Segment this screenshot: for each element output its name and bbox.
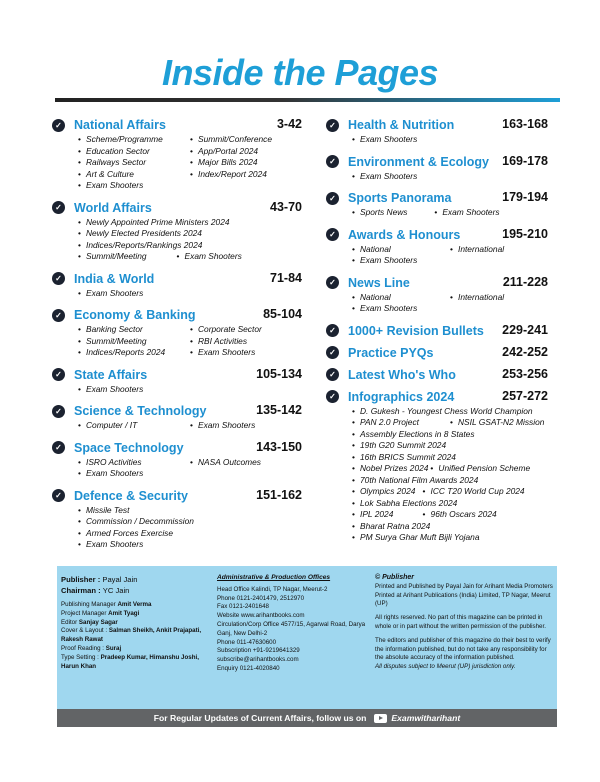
topic-item: • 96th Oscars 2024 (423, 509, 548, 521)
section-india-world (52, 270, 302, 300)
section-page-range: 229-241 (502, 322, 548, 337)
section-topic-list (326, 244, 548, 267)
topic-item: • Exam Shooters (190, 420, 302, 432)
section-heading (326, 153, 548, 171)
chairman-label: Chairman : (61, 586, 101, 595)
office-line: Website www.arihantbooks.com (217, 612, 305, 620)
section-title[interactable]: Sports Panorama (348, 191, 452, 205)
staff-credits (61, 574, 211, 671)
title-underline (55, 98, 560, 102)
section-heading (326, 189, 548, 207)
credit-line (61, 610, 211, 619)
copyright-line: Printed at Arihant Publications (India) Limited, TP Nagar, Meerut (UP) (375, 591, 551, 608)
topic-item: • 70th National Film Awards 2024 (352, 475, 548, 487)
section-topic-list (52, 420, 302, 432)
topic-item: • Scheme/Programme (78, 134, 190, 146)
section-title[interactable]: Space Technology (74, 440, 184, 455)
section-heading (326, 274, 548, 292)
credit-line (61, 601, 211, 610)
page-title: Inside the Pages (161, 52, 439, 93)
topic-item: • Commission / Decommission (78, 516, 302, 528)
section-economy-banking (52, 306, 302, 359)
office-line: Enquiry 0121-4020840 (217, 664, 280, 672)
office-line: Fax 0121-2401648 (217, 603, 269, 611)
offices-heading: Administrative & Production Offices (217, 574, 331, 581)
section-heading (52, 366, 302, 384)
topic-item: • Exam Shooters (352, 255, 450, 267)
topic-item: • PAN 2.0 Project (352, 417, 450, 429)
left-contents-column (52, 116, 302, 558)
youtube-handle-link[interactable]: Examwitharihant (391, 713, 461, 723)
section-heading (326, 116, 548, 134)
check-circle-icon: ✓ (52, 441, 65, 454)
section-practice-pyqs (326, 344, 548, 362)
topic-item: • Armed Forces Exercise (78, 528, 302, 540)
credit-name: Amit Tyagi (108, 609, 140, 617)
section-title[interactable]: 1000+ Revision Bullets (348, 323, 484, 338)
topic-item: • Unified Pension Scheme (430, 463, 548, 475)
section-topic-list (52, 324, 302, 359)
topic-item: • NASA Outcomes (190, 457, 302, 469)
topic-item: • Exam Shooters (78, 468, 190, 480)
topic-item: • Exam Shooters (352, 134, 548, 146)
topic-item: • Assembly Elections in 8 States (352, 429, 548, 441)
topic-item: • National (352, 244, 450, 256)
credit-line (61, 654, 211, 672)
section-page-range: 71-84 (270, 270, 302, 285)
section-health-nutrition (326, 116, 548, 146)
section-heading (52, 270, 302, 288)
section-title[interactable]: India & World (74, 271, 155, 286)
credit-line (61, 627, 211, 645)
office-line: Phone 0121-2401479, 2512970 (217, 594, 305, 602)
check-circle-icon: ✓ (52, 272, 65, 285)
section-topic-list (52, 288, 302, 300)
section-world-affairs (52, 199, 302, 263)
section-news-line (326, 274, 548, 315)
topic-item: • International (450, 244, 548, 256)
section-topic-list (326, 207, 548, 219)
topic-item: • Major Bills 2024 (190, 157, 302, 169)
topic-item: • Railways Sector (78, 157, 190, 169)
imprint-panel (57, 566, 557, 709)
topic-item: • IPL 2024 (352, 509, 423, 521)
section-topic-list (52, 457, 302, 480)
topic-item: • 19th G20 Summit 2024 (352, 440, 548, 452)
credit-line (61, 619, 211, 628)
section-science-technology (52, 402, 302, 432)
check-circle-icon: ✓ (52, 201, 65, 214)
topic-item: • Exam Shooters (190, 347, 302, 359)
section-heading (52, 199, 302, 217)
publisher-name: Payal Jain (102, 575, 138, 584)
credit-role: Cover & Layout : (61, 627, 108, 635)
credit-role: Type Setting : (61, 653, 99, 661)
check-circle-icon: ✓ (326, 346, 339, 359)
credit-line (61, 645, 211, 654)
section-title[interactable]: Defence & Security (74, 488, 188, 503)
office-line: Head Office Kalindi, TP Nagar, Meerut-2 (217, 585, 328, 593)
topic-item: • Exam Shooters (78, 180, 190, 192)
section-title[interactable]: Infographics 2024 (348, 389, 455, 404)
copyright-line: Printed and Published by Payal Jain for Arihant Media Promoters (375, 582, 553, 590)
section-page-range: 135-142 (256, 403, 302, 417)
topic-item: • Summit/Meeting (78, 251, 177, 263)
topic-item: • NSIL GSAT-N2 Mission (450, 417, 548, 429)
section-topic-list (326, 171, 548, 183)
topic-item: • Education Sector (78, 146, 190, 158)
topic-item: • PM Surya Ghar Muft Bijli Yojana (352, 532, 548, 544)
topic-item: • Missile Test (78, 505, 302, 517)
check-circle-icon: ✓ (326, 324, 339, 337)
social-follow-bar (57, 709, 557, 727)
section-page-range: 3-42 (276, 117, 302, 131)
follow-text: For Regular Updates of Current Affairs, follow us on (153, 713, 367, 723)
topic-item: • ICC T20 World Cup 2024 (423, 486, 548, 498)
check-circle-icon: ✓ (52, 119, 65, 132)
topic-item: • App/Portal 2024 (190, 146, 302, 158)
section-topic-list (326, 292, 548, 315)
check-circle-icon: ✓ (52, 405, 65, 418)
section-page-range: 151-162 (256, 487, 302, 502)
section-heading (52, 487, 302, 505)
topic-item: • International (450, 292, 548, 304)
topic-item: • Exam Shooters (78, 539, 302, 551)
section-page-range: 195-210 (502, 226, 548, 241)
section-title[interactable]: Latest Who's Who (348, 367, 456, 382)
topic-item: • Newly Appointed Prime Ministers 2024 (78, 217, 302, 229)
topic-item: • Summit/Conference (190, 134, 302, 146)
topic-item: • Art & Culture (78, 169, 190, 181)
section-heading (52, 439, 302, 457)
section-topic-list (326, 406, 548, 544)
topic-item: • Index/Report 2024 (190, 169, 302, 181)
section-title[interactable]: Practice PYQs (348, 345, 434, 360)
copyright-line: All rights reserved. No part of this magazine can be printed in whole or in part without the written permission of the publisher. (375, 614, 546, 630)
topic-item: • Nobel Prizes 2024 (352, 463, 430, 475)
topic-item: • Bharat Ratna 2024 (352, 521, 548, 533)
check-circle-icon: ✓ (326, 390, 339, 403)
credit-name: Sanjay Sagar (78, 618, 118, 626)
topic-item: • Exam Shooters (352, 171, 548, 183)
section-title[interactable]: World Affairs (74, 200, 152, 215)
youtube-icon (374, 714, 387, 723)
credit-name: Suraj (105, 644, 122, 652)
check-circle-icon: ✓ (52, 309, 65, 322)
section-page-range: 257-272 (502, 388, 548, 403)
section-heading (326, 322, 548, 340)
check-circle-icon: ✓ (326, 119, 339, 132)
topic-item: • Indices/Reports 2024 (78, 347, 190, 359)
section-topic-list (52, 217, 302, 263)
section-defence-security (52, 487, 302, 551)
section-state-affairs (52, 366, 302, 396)
credit-role: Editor (61, 618, 78, 626)
check-circle-icon: ✓ (326, 192, 339, 205)
topic-item: • Corporate Sector (190, 324, 302, 336)
section-national-affairs (52, 116, 302, 192)
right-contents-column (326, 116, 548, 551)
credit-name: Amit Verma (117, 601, 152, 608)
credit-role: Publishing Manager (61, 601, 116, 608)
office-line: Subscription +91-9219641329 (217, 647, 300, 655)
copyright-line: All disputes subject to Meerut (UP) jurisdiction only. (375, 663, 516, 671)
section-sports-panorama (326, 189, 548, 219)
section-heading (326, 226, 548, 244)
check-circle-icon: ✓ (326, 368, 339, 381)
topic-item: • National (352, 292, 450, 304)
topic-item: • Sports News (352, 207, 434, 219)
section-page-range: 169-178 (502, 153, 548, 168)
section-page-range: 242-252 (502, 344, 548, 359)
section-title[interactable]: Health & Nutrition (348, 118, 455, 132)
section-page-range: 211-228 (502, 274, 548, 289)
section-heading (52, 402, 302, 420)
topic-item: • Banking Sector (78, 324, 190, 336)
section-topic-list (52, 505, 302, 551)
section-page-range: 143-150 (256, 439, 302, 454)
check-circle-icon: ✓ (326, 228, 339, 241)
topic-item: • D. Gukesh - Youngest Chess World Champion (352, 406, 548, 418)
credit-role: Project Manager (61, 609, 107, 617)
section-title[interactable]: Economy & Banking (74, 308, 196, 322)
topic-item: • Olympics 2024 (352, 486, 423, 498)
topic-item: • ISRO Activities (78, 457, 190, 469)
credit-name: Salman Sheikh, Ankit Prajapati, Rakesh Rawat (61, 627, 202, 644)
check-circle-icon: ✓ (52, 368, 65, 381)
chairman-name: YC Jain (102, 586, 130, 595)
section-page-range: 163-168 (502, 117, 548, 131)
topic-item: • Exam Shooters (352, 303, 450, 315)
section-topic-list (326, 134, 548, 146)
topic-item: • Computer / IT (78, 420, 190, 432)
section-title[interactable]: National Affairs (74, 118, 166, 132)
section-page-range: 85-104 (263, 307, 302, 321)
section-page-range: 179-194 (502, 190, 548, 204)
section-title[interactable]: Awards & Honours (348, 227, 461, 242)
section-title[interactable]: Science & Technology (74, 404, 207, 418)
office-line: Phone 011-47630600 (217, 638, 277, 646)
credit-name: Pradeep Kumar, Himanshu Joshi, Harun Khan (61, 653, 199, 670)
topic-item: • Lok Sabha Elections 2024 (352, 498, 548, 510)
section-title[interactable]: State Affairs (74, 367, 148, 382)
section-page-range: 253-256 (502, 366, 548, 381)
section-1000-revision-bullets (326, 322, 548, 340)
topic-item: • Exam Shooters (177, 251, 302, 263)
section-awards-honours (326, 226, 548, 267)
section-heading (52, 116, 302, 134)
office-line: subscribe@arihantbooks.com (217, 656, 299, 664)
topic-item: • Indices/Reports/Rankings 2024 (78, 240, 302, 252)
office-line: Circulation/Corp Office 4577/15, Agarwal Road, Darya Ganj, New Delhi-2 (217, 620, 366, 637)
section-title[interactable]: News Line (348, 275, 410, 290)
section-infographics-2024 (326, 388, 548, 544)
topic-item: • Exam Shooters (434, 207, 548, 219)
copyright-line: The editors and publisher of this magazine do their best to verify the information published, but do not take any responsibility for the absolute accuracy of the information published. (375, 636, 551, 662)
section-heading (326, 344, 548, 362)
section-environment-ecology (326, 153, 548, 183)
section-page-range: 43-70 (270, 199, 302, 214)
section-topic-list (52, 134, 302, 192)
section-heading (326, 388, 548, 406)
section-heading (326, 366, 548, 384)
topic-item: • RBI Activities (190, 336, 302, 348)
topic-item: • 16th BRICS Summit 2024 (352, 452, 548, 464)
topic-item: • Newly Elected Presidents 2024 (78, 228, 302, 240)
credit-role: Proof Reading : (61, 644, 104, 652)
check-circle-icon: ✓ (52, 489, 65, 502)
section-title[interactable]: Environment & Ecology (348, 154, 489, 169)
copyright-heading: © Publisher (375, 574, 414, 581)
check-circle-icon: ✓ (326, 155, 339, 168)
topic-item: • Summit/Meeting (78, 336, 190, 348)
office-addresses (217, 574, 372, 674)
section-topic-list (52, 384, 302, 396)
section-page-range: 105-134 (256, 366, 302, 381)
section-heading (52, 306, 302, 324)
section-space-technology (52, 439, 302, 480)
copyright-notice (375, 574, 555, 672)
topic-item: • Exam Shooters (78, 384, 302, 396)
publisher-label: Publisher : (61, 575, 101, 584)
check-circle-icon: ✓ (326, 276, 339, 289)
section-latest-who-s-who (326, 366, 548, 384)
topic-item: • Exam Shooters (78, 288, 302, 300)
